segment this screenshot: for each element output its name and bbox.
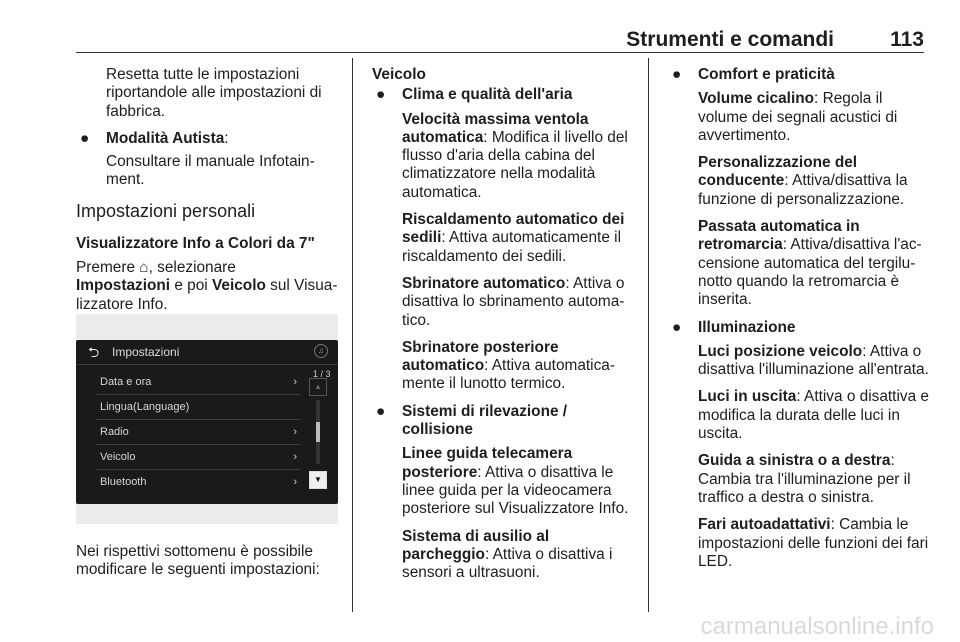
driver-mode-text: Consultare il manuale Infotainment.: [106, 153, 315, 189]
bullet-climate: ● Clima e qualità dell'aria: [376, 86, 573, 104]
item-left-right-drive: Guida a sinistra o a destra: Cambia tra l'illuminazione per il traffico a destra o sinistra.: [698, 452, 911, 506]
page-number: 113: [890, 28, 924, 51]
watermark: carmanualsonline.info: [700, 613, 934, 640]
item-camera-guidelines: Linee guida telecamera posteriore: Attiva o disattiva le linee guida per la videocamera posteriore sul Visualizzatore Info.: [402, 445, 629, 518]
section-title: Impostazioni personali: [76, 200, 256, 221]
screen-row-bluetooth: Bluetooth ›: [96, 470, 301, 494]
driver-mode-label: Modalità Autista: [106, 129, 225, 147]
screen-page-indicator: 1 / 3: [313, 369, 331, 379]
instructions-paragraph: Premere ⌂, selezionare Impostazioni e poi Veicolo sul Visualizzatore Info.: [76, 259, 338, 313]
bullet-comfort: ● Comfort e praticità: [672, 66, 835, 83]
vehicle-heading: Veicolo: [372, 66, 426, 83]
screen-title: Impostazioni: [112, 345, 180, 359]
chevron-right-icon: ›: [293, 476, 297, 488]
screen-row-date-time: Data e ora ›: [96, 370, 301, 395]
item-rear-wiper: Passata automatica in retromarcia: Attiva/disattiva l'accensione automatica del tergilunotto quando la retromarcia è inserita.: [698, 218, 922, 309]
screen-title-bar: [76, 340, 338, 365]
header-rule: [76, 52, 924, 53]
bullet-driver-mode: ● Modalità Autista: Consultare il manuale Infotainment.: [76, 130, 338, 190]
item-exit-lighting: Luci in uscita: Attiva o disattiva e modifica la durata delle luci in uscita.: [698, 388, 929, 443]
column-1: [76, 66, 338, 323]
chevron-right-icon: ›: [293, 376, 297, 388]
screen-row-language: Lingua(Language): [96, 395, 301, 420]
bullet-lighting: ● Illuminazione: [672, 318, 796, 336]
screen-row-radio: Radio ›: [96, 420, 301, 445]
infotainment-screen: [76, 340, 338, 504]
column-divider-1: [352, 58, 353, 612]
item-adaptive-headlights: Fari autoadattativi: Cambia le impostazioni delle funzioni dei fari LED.: [698, 516, 929, 570]
bullet-dot: ●: [80, 129, 90, 147]
submenu-paragraph: Nei rispettivi sottomenu è possibile modificare le seguenti impostazioni:: [76, 543, 320, 579]
subsection-title: Visualizzatore Info a Colori da 7": [76, 234, 315, 252]
screen-row-vehicle: Veicolo ›: [96, 445, 301, 470]
scroll-down-icon: ▼: [309, 471, 327, 489]
chevron-right-icon: ›: [293, 426, 297, 438]
bullet-collision: ● Sistemi di rilevazione / collisione: [376, 402, 568, 439]
item-chime-volume: Volume cicalino: Regola il volume dei segnali acustici di avvertimento.: [698, 90, 898, 144]
item-park-assist: Sistema di ausilio al parcheggio: Attiva o disattiva i sensori a ultrasuoni.: [402, 527, 613, 582]
chevron-right-icon: ›: [293, 451, 297, 463]
favorites-icon: ♫: [314, 344, 328, 358]
item-locator-lights: Luci posizione veicolo: Attiva o disattiva l'illuminazione all'entrata.: [698, 342, 929, 379]
column-divider-2: [648, 58, 649, 612]
settings-label: Impostazioni: [76, 277, 171, 295]
column-3: [668, 66, 930, 580]
back-arrow-icon: ⮌: [88, 344, 100, 360]
vehicle-label: Veicolo: [212, 277, 266, 295]
page-header-title: Strumenti e comandi: [626, 28, 834, 51]
infotainment-screenshot-figure: [76, 314, 338, 524]
scrollbar-thumb: [316, 422, 320, 442]
item-seat-heating: Riscaldamento automatico dei sedili: Attiva automaticamente il riscaldamento dei sedili.: [402, 211, 625, 265]
column-2: [372, 66, 634, 591]
item-rear-defrost: Sbrinatore posteriore automatico: Attiva automaticamente il lunotto termico.: [402, 338, 615, 393]
reset-paragraph: Resetta tutte le impostazioni riportandole alle impostazioni di fabbrica.: [106, 66, 322, 120]
item-fan-speed: Velocità massima ventola automatica: Modifica il livello del flusso d'aria della cabina del climatizzatore nella modalità automatica.: [402, 110, 628, 201]
scroll-up-icon: ▲: [309, 378, 327, 396]
item-auto-defrost: Sbrinatore automatico: Attiva o disattiva lo sbrinamento automatico.: [402, 274, 625, 329]
item-driver-personalization: Personalizzazione del conducente: Attiva/disattiva la funzione di personalizzazione.: [698, 154, 908, 208]
scrollbar-track: [316, 400, 320, 464]
home-icon: ⌂: [139, 259, 149, 277]
